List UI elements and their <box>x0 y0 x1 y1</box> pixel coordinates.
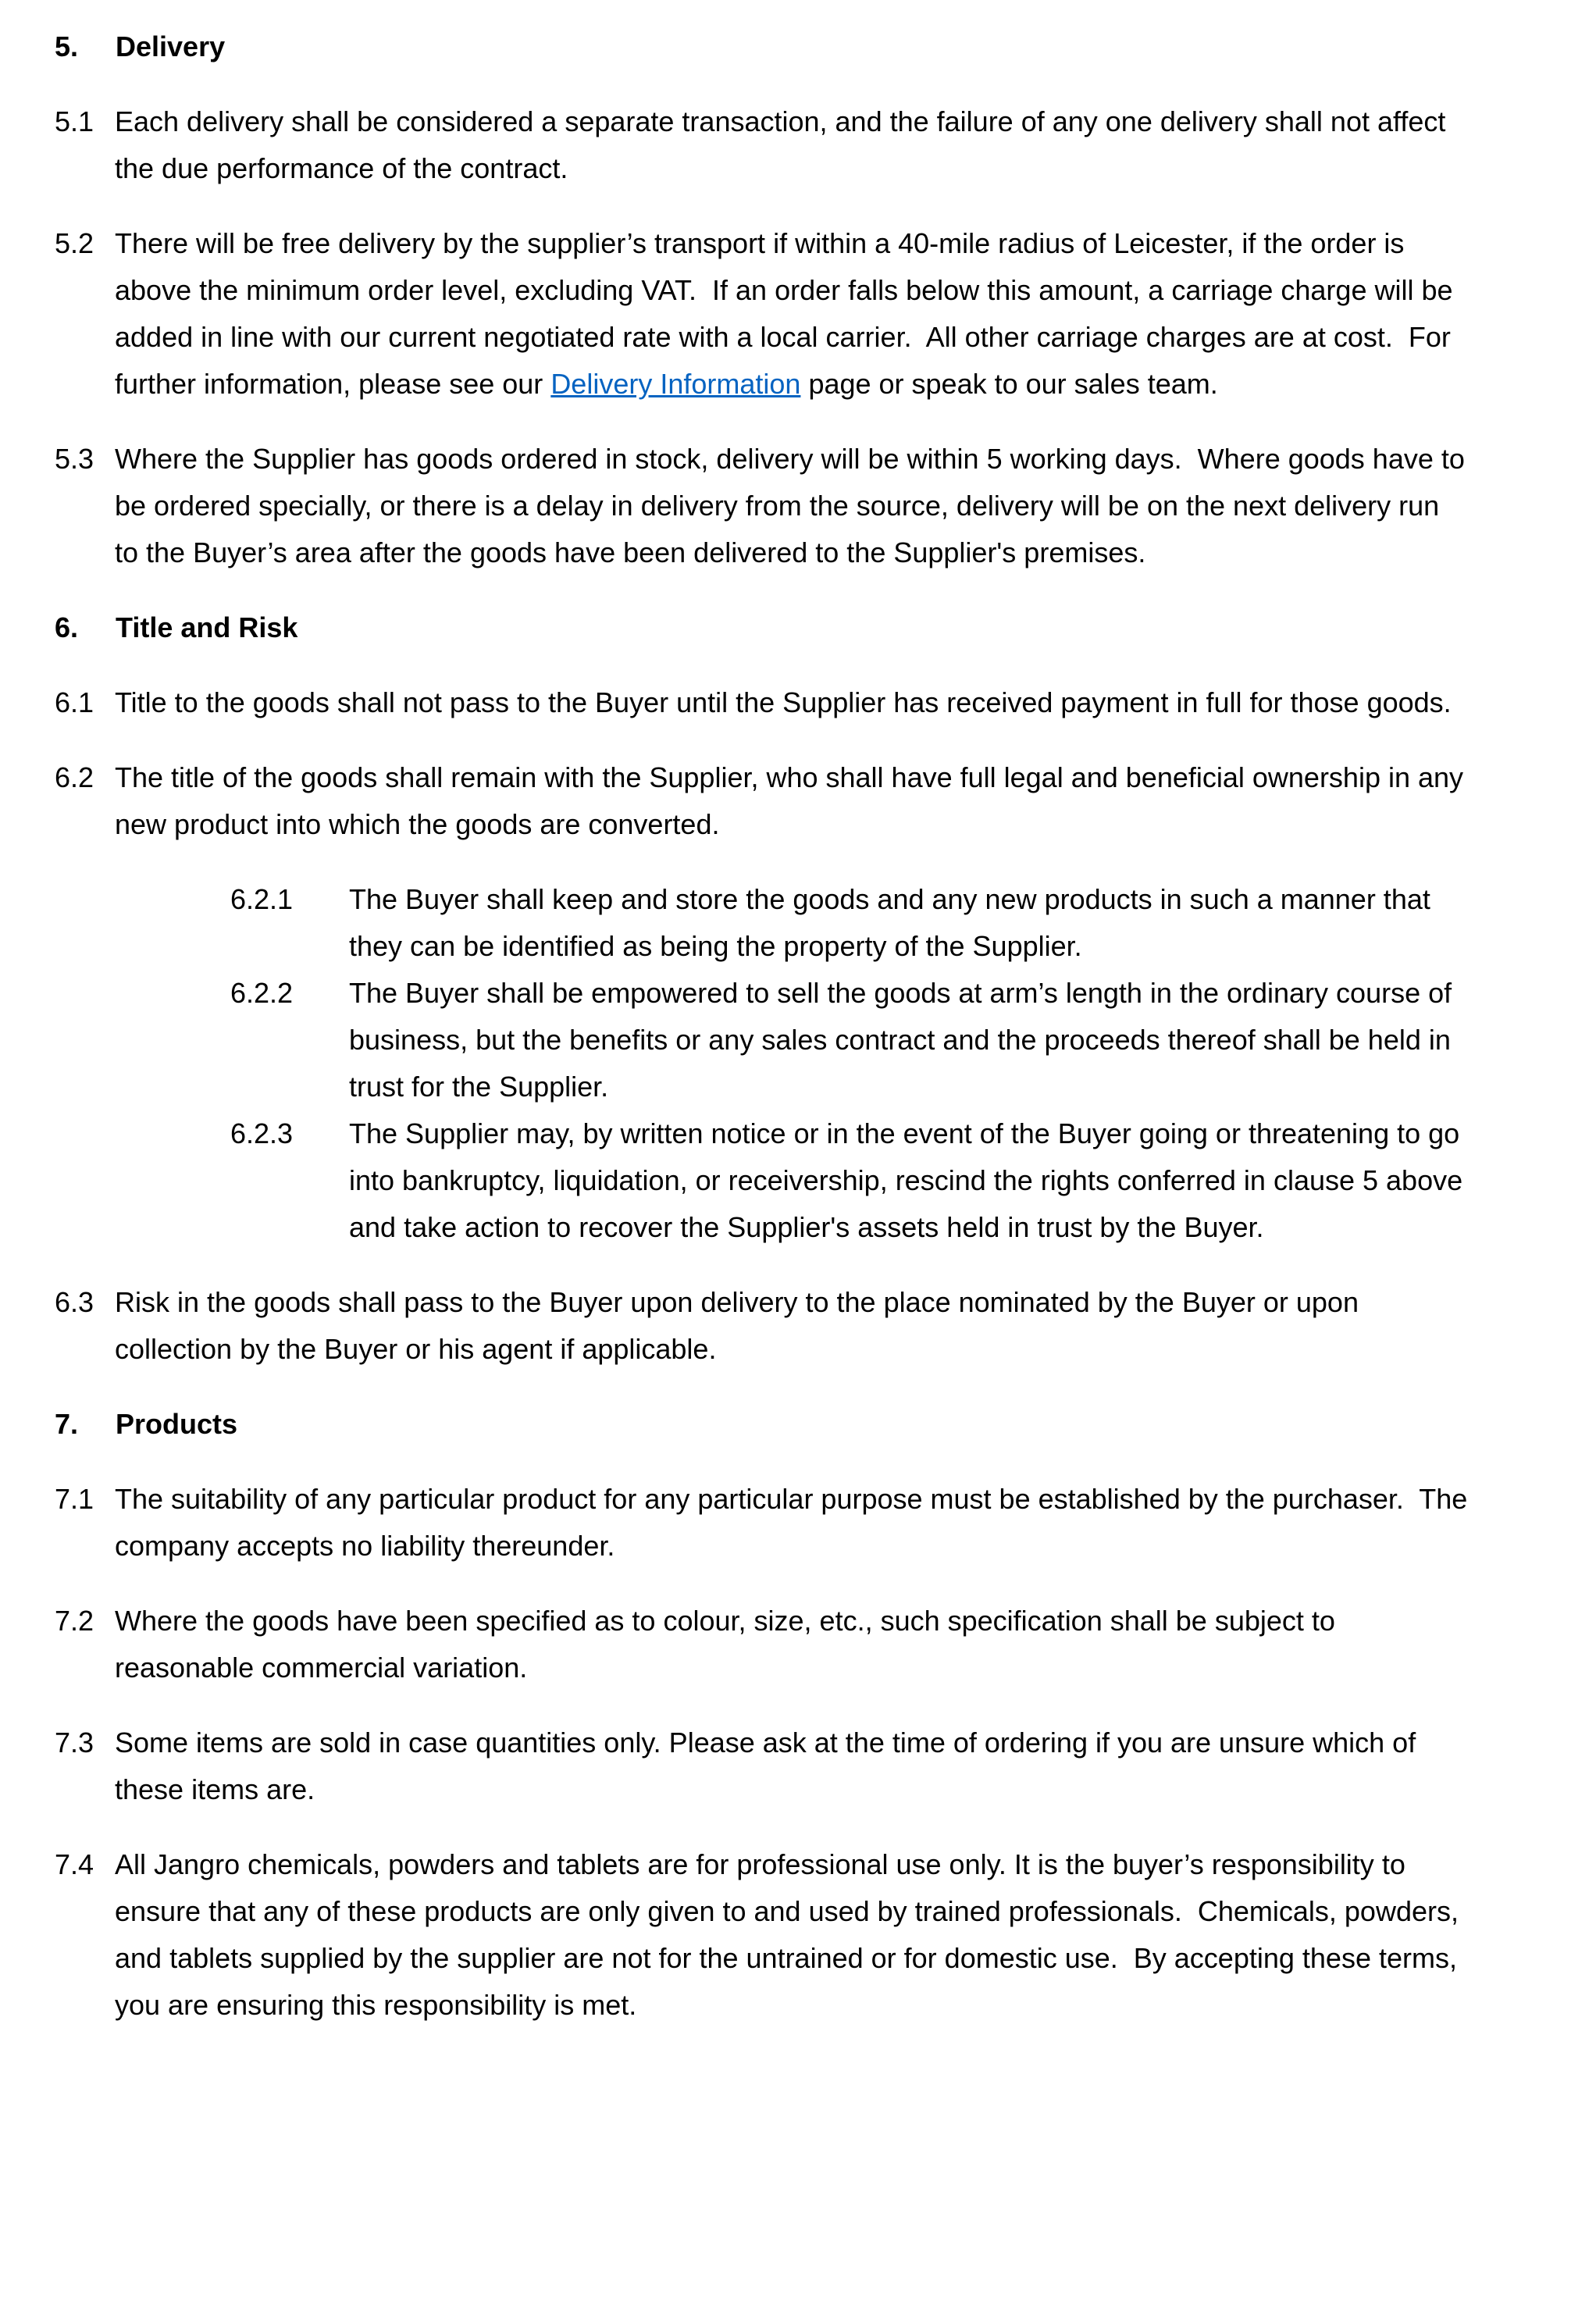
clause-number: 6.2.3 <box>230 1117 294 1149</box>
clause-text-segment: page or speak to our sales team. <box>800 368 1218 400</box>
clause-text <box>115 220 1468 408</box>
clause-text: Where the Supplier has goods ordered in stock, delivery will be within 5 working days. Where goods have to be ordered specially, or there is a delay in delivery from the source, delivery will be on the next delivery run to the Buyer’s area after the goods have been delivered to the Supplier's premises. <box>115 443 1473 568</box>
clause-number: 6.2 <box>55 761 94 793</box>
section-title: Title and Risk <box>116 611 298 643</box>
clause-text: Where the goods have been specified as to colour, size, etc., such specification shall be subject to reasonable commercial variation. <box>115 1605 1343 1684</box>
delivery-information-link[interactable]: Delivery Information <box>550 368 801 400</box>
clause-7-2 <box>55 1598 1468 1691</box>
clause-6-1 <box>55 679 1468 726</box>
clause-text: Some items are sold in case quantities only. Please ask at the time of ordering if you are unsure which of these items are. <box>115 1727 1424 1805</box>
clause-text: Title to the goods shall not pass to the Buyer until the Supplier has received payment in full for those goods. <box>115 686 1452 718</box>
clause-number: 7.3 <box>55 1727 94 1759</box>
clause-6-2-1 <box>230 876 1468 970</box>
clause-number: 6.1 <box>55 686 94 718</box>
clause-6-2 <box>55 754 1472 848</box>
clause-text: The suitability of any particular product for any particular purpose must be established by the purchaser. The company accepts no liability thereunder. <box>115 1483 1476 1562</box>
clause-7-1 <box>55 1476 1476 1570</box>
section-title: Delivery <box>116 30 226 62</box>
clause-text: Risk in the goods shall pass to the Buyer upon delivery to the place nominated by the Buyer or upon collection by the Buyer or his agent if applicable. <box>115 1286 1366 1365</box>
clause-number: 6.3 <box>55 1286 94 1318</box>
clause-text: Each delivery shall be considered a separate transaction, and the failure of any one delivery shall not affect the due performance of the contract. <box>115 105 1454 184</box>
clause-text: All Jangro chemicals, powders and tablets are for professional use only. It is the buyer’s responsibility to ensure that any of these products are only given to and used by trained professionals. Chemicals, powders, and tablets supplied by the supplier are not for the untrained or for domestic use. By accepting these terms, you are ensuring this responsibility is met. <box>115 1848 1467 2021</box>
section-number: 7. <box>55 1408 79 1440</box>
clause-number: 7.2 <box>55 1605 94 1637</box>
clause-number: 5.1 <box>55 105 94 137</box>
clause-text: The title of the goods shall remain with the Supplier, who shall have full legal and beneficial ownership in any new product into which the goods are converted. <box>115 761 1472 840</box>
clause-text: The Supplier may, by written notice or in the event of the Buyer going or threatening to go into bankruptcy, liquidation, or receivership, rescind the rights conferred in clause 5 above and take action to recover the Supplier's assets held in trust by the Buyer. <box>349 1117 1471 1243</box>
section-number: 6. <box>55 611 79 643</box>
clause-5-1 <box>55 98 1468 192</box>
clause-text: The Buyer shall be empowered to sell the goods at arm’s length in the ordinary course of business, but the benefits or any sales contract and the proceeds thereof shall be held in trust for the Supplier. <box>349 977 1460 1103</box>
section-heading-title-and-risk <box>55 604 1468 651</box>
clause-6-3 <box>55 1279 1468 1373</box>
section-heading-delivery <box>55 23 1468 70</box>
clause-6-2-3 <box>230 1110 1471 1251</box>
clause-number: 7.4 <box>55 1848 94 1880</box>
clause-7-4 <box>55 1841 1468 2029</box>
clause-5-2 <box>55 220 1468 408</box>
section-number: 5. <box>55 30 79 62</box>
clause-number: 6.2.2 <box>230 977 294 1009</box>
clause-number: 6.2.1 <box>230 883 294 915</box>
clause-5-3 <box>55 436 1473 576</box>
clause-6-2-2 <box>230 970 1468 1110</box>
section-title: Products <box>116 1408 238 1440</box>
clause-7-3 <box>55 1719 1468 1813</box>
clause-number: 5.3 <box>55 443 94 475</box>
clause-text-segment: There will be free delivery by the supplier’s transport if within a 40-mile radius of Leicester, if the order is above the minimum order level, excluding VAT. If an order falls below this amount, a carriage charge will be added in line with our current negotiated rate with a local carrier. All other carriage charges are at cost. For further information, please see our <box>115 227 1461 400</box>
clause-number: 5.2 <box>55 227 94 259</box>
clause-number: 7.1 <box>55 1483 94 1515</box>
section-heading-products <box>55 1401 1468 1448</box>
clause-text: The Buyer shall keep and store the goods and any new products in such a manner that they can be identified as being the property of the Supplier. <box>349 883 1438 962</box>
